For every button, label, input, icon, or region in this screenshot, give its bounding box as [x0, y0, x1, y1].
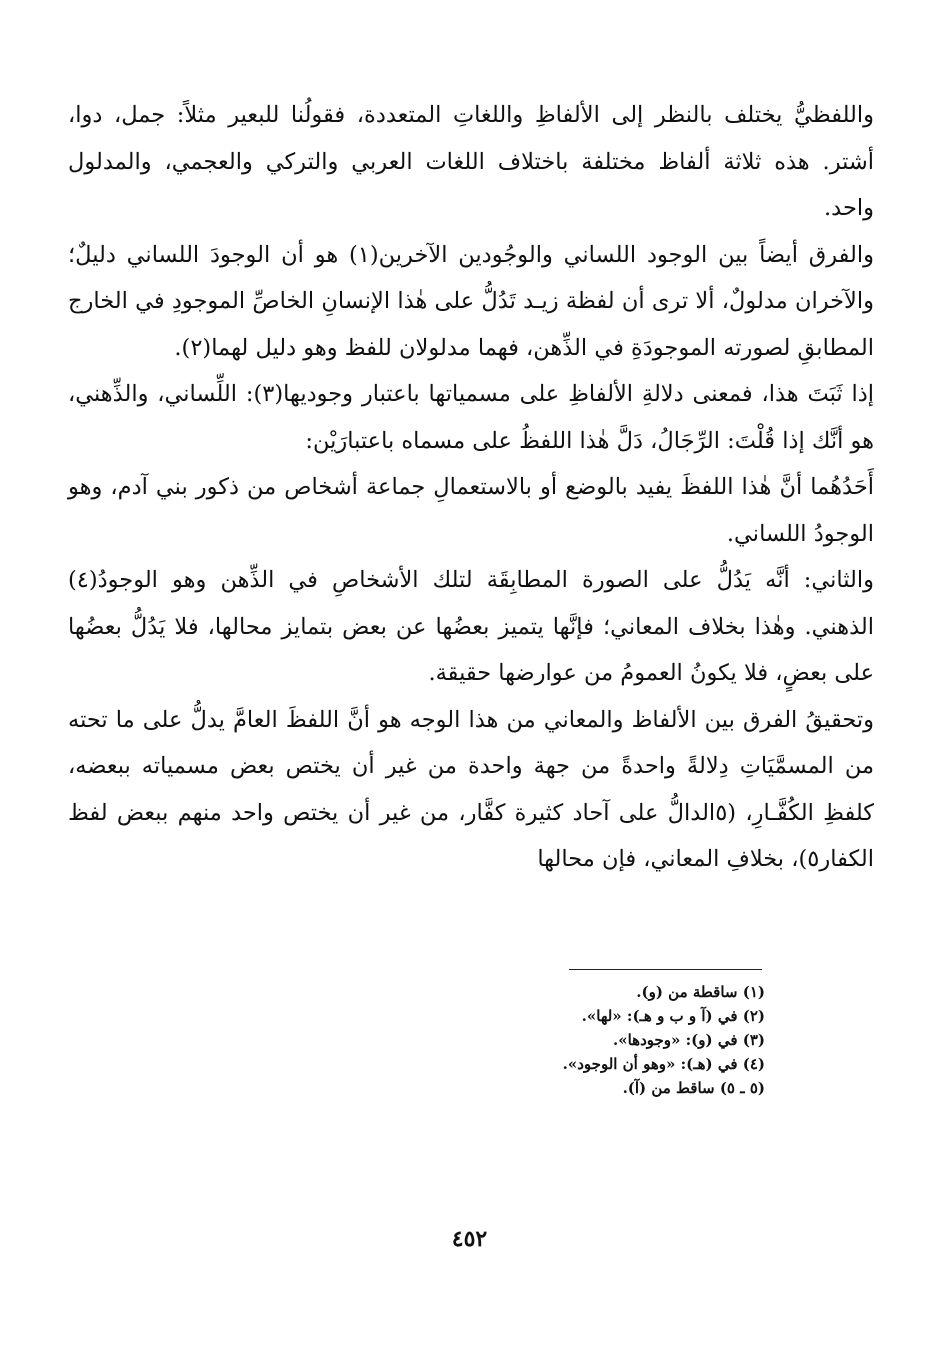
footnote-2: (٢) في (آ و ب و هـ): «لها».	[581, 1007, 765, 1025]
main-text	[68, 92, 874, 883]
footnote-1: (١) ساقطة من (و).	[636, 983, 765, 1001]
paragraph-2: والفرق أيضاً بين الوجود اللساني والوجُودين الآخرين(١) هو أن الوجودَ اللساني دليلٌ؛ والآخران مدلولٌ، ألا ترى أن لفظة زيـد تَدُلُّ على هٰذا الإنسانِ الخاصِّ الموجودِ في الخارج المطابقِ لصورته الموجودَةِ في الذِّهن، فهما مدلولان للفظ وهو دليل لهما(٢).	[68, 241, 874, 361]
page-number: ٤٥٢	[451, 1226, 488, 1252]
paragraph-1: واللفظيُّ يختلف بالنظر إلى الألفاظِ واللغاتِ المتعددة، فقولُنا للبعير مثلاً: جمل، دوا، أشتر. هذه ثلاثة ألفاظ مختلفة باختلاف اللغات العربي والتركي والعجمي، والمدلول واحد.	[68, 102, 874, 221]
paragraph-6: وتحقيقُ الفرق بين الألفاظ والمعاني من هذا الوجه هو أنَّ اللفظَ العامَّ يدلُّ على ما تحته من المسمَّيَاتِ دِلالةً واحدةً من جهة واحدة من غير أن يختص بعض مسمياته ببعضه، كلفظِ الكُفَّـارِ، (٥الدالُّ على آحاد كثيرة كفَّار، من غير أن يختص واحد منهم ببعض لفظ الكفار٥)، بخلافِ المعاني، فإن محالها	[68, 706, 874, 872]
footnote-4: (٤) في (هـ): «وهو أن الوجود».	[562, 1055, 765, 1073]
footnote-5: (٥ ـ ٥) ساقط من (آ).	[622, 1079, 765, 1097]
paragraph-5: والثاني: أنَّه يَدُلُّ على الصورة المطابِقَة لتلك الأشخاصِ في الذِّهن وهو الوجودُ(٤) الذهني. وهٰذا بخلاف المعاني؛ فإنَّها يتميز بعضُها عن بعض بتمايز محالها، فلا يَدُلُّ بعضُها على بعضٍ، فلا يكونُ العمومُ من عوارضها حقيقة.	[68, 567, 874, 686]
footnote-divider	[569, 969, 762, 970]
paragraph-4: أَحَدُهُما أنَّ هٰذا اللفظَ يفيد بالوضع أو بالاستعمالِ جماعة أشخاص من ذكور بني آدم، وهو الوجودُ اللساني.	[68, 474, 874, 547]
paragraph-3: إذا ثَبَتَ هذا، فمعنى دلالةِ الألفاظِ على مسمياتها باعتبار وجوديها(٣): اللِّساني، والذِّهني، هو أنَّك إذا قُلْتَ: الرِّجَالُ، دَلَّ هٰذا اللفظُ على مسماه باعتبارَيْن:	[68, 381, 874, 454]
footnote-3: (٣) في (و): «وجودها».	[613, 1031, 765, 1049]
footnotes	[450, 980, 765, 1100]
